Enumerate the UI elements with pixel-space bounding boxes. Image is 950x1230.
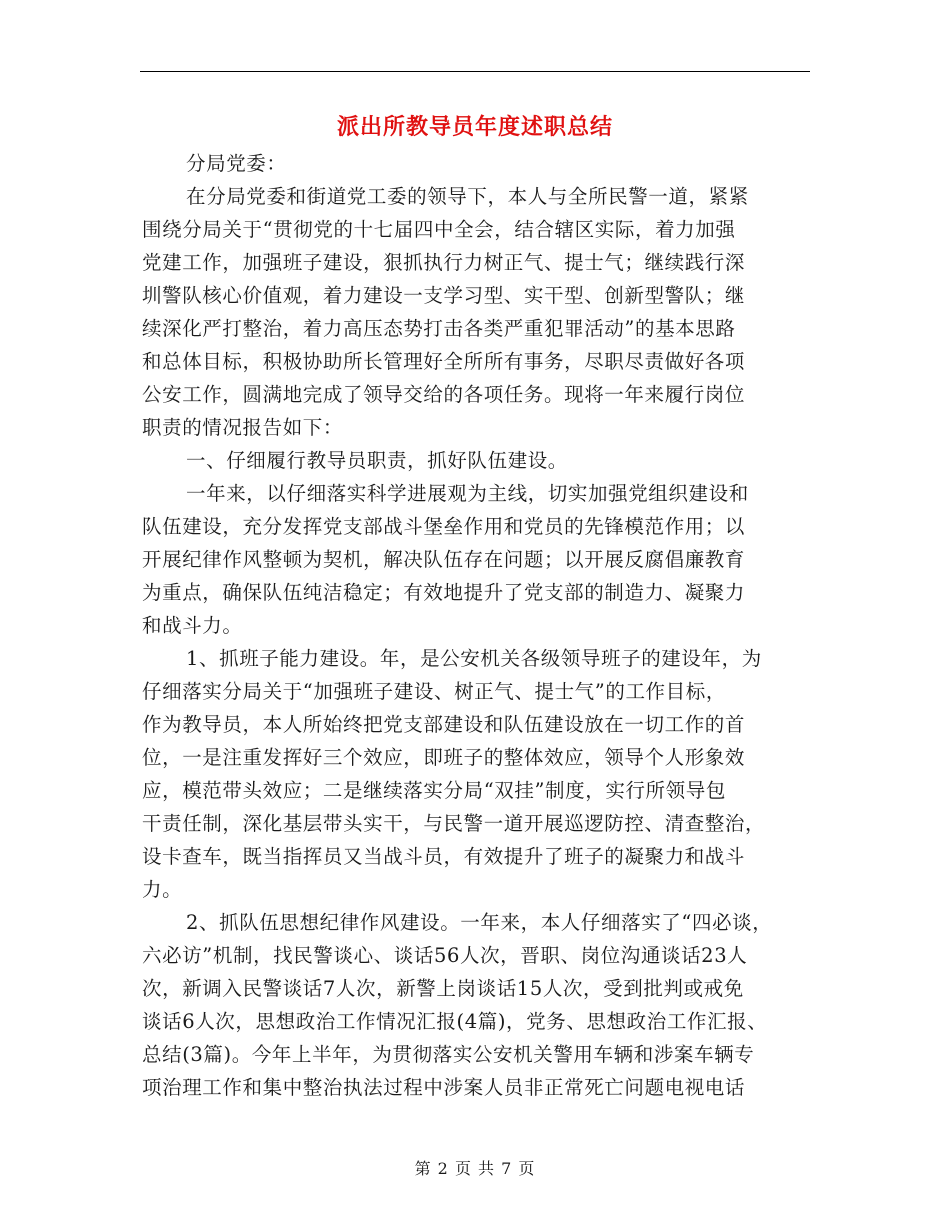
body-line: 谈话6人次，思想政治工作情况汇报(4篇)，党务、思想政治工作汇报、 <box>142 1010 768 1033</box>
body-line: 设卡查车，既当指挥员又当战斗员，有效提升了班子的凝聚力和战斗 <box>142 845 746 868</box>
body-line: 1、抓班子能力建设。年，是公安机关各级领导班子的建设年，为 <box>186 647 762 670</box>
body-line: 职责的情况报告如下： <box>142 416 344 439</box>
page-number: 第 2 页 共 7 页 <box>414 1159 536 1178</box>
body-line: 分局党委： <box>186 152 287 175</box>
body-line: 总结(3篇)。今年上半年，为贯彻落实公安机关警用车辆和涉案车辆专 <box>142 1043 755 1066</box>
header-rule <box>140 71 810 72</box>
body-line: 圳警队核心价值观，着力建设一支学习型、实干型、创新型警队；继 <box>142 284 746 307</box>
body-line: 续深化严打整治，着力高压态势打击各类严重犯罪活动”的基本思路 <box>142 317 736 340</box>
body-line: 六必访”机制，找民警谈心、谈话56人次，晋职、岗位沟通谈话23人 <box>142 944 748 967</box>
body-line: 开展纪律作风整顿为契机，解决队伍存在问题；以开展反腐倡廉教育 <box>142 548 746 571</box>
body-line: 作为教导员，本人所始终把党支部建设和队伍建设放在一切工作的首 <box>142 713 746 736</box>
body-line: 力。 <box>142 878 183 901</box>
body-line: 党建工作，加强班子建设，狠抓执行力树正气、提士气；继续践行深 <box>142 251 746 274</box>
body-line: 2、抓队伍思想纪律作风建设。一年来，本人仔细落实了“四必谈， <box>186 911 773 934</box>
body-line: 项治理工作和集中整治执法过程中涉案人员非正常死亡问题电视电话 <box>142 1076 746 1099</box>
body-line: 干责任制，深化基层带头实干，与民警一道开展巡逻防控、清查整治， <box>142 812 766 835</box>
section-heading: 一、仔细履行教导员职责，抓好队伍建设。 <box>186 449 568 472</box>
body-line: 位，一是注重发挥好三个效应，即班子的整体效应，领导个人形象效 <box>142 746 746 769</box>
body-line: 队伍建设，充分发挥党支部战斗堡垒作用和党员的先锋模范作用；以 <box>142 515 746 538</box>
body-line: 和总体目标，积极协助所长管理好全所所有事务，尽职尽责做好各项 <box>142 350 746 373</box>
body-line: 在分局党委和街道党工委的领导下，本人与全所民警一道，紧紧 <box>186 185 749 208</box>
document-title: 派出所教导员年度述职总结 <box>336 114 613 140</box>
body-line: 一年来，以仔细落实科学进展观为主线，切实加强党组织建设和 <box>186 482 749 505</box>
body-line: 公安工作，圆满地完成了领导交给的各项任务。现将一年来履行岗位 <box>142 383 746 406</box>
body-line: 和战斗力。 <box>142 614 243 637</box>
body-line: 为重点，确保队伍纯洁稳定；有效地提升了党支部的制造力、凝聚力 <box>142 581 746 604</box>
body-line: 仔细落实分局关于“加强班子建设、树正气、提士气”的工作目标， <box>142 680 726 703</box>
body-line: 应，模范带头效应；二是继续落实分局“双挂”制度，实行所领导包 <box>142 779 726 802</box>
body-line: 围绕分局关于“贯彻党的十七届四中全会，结合辖区实际，着力加强 <box>142 218 736 241</box>
body-line: 次，新调入民警谈话7人次，新警上岗谈话15人次，受到批判或戒免 <box>142 977 744 1000</box>
